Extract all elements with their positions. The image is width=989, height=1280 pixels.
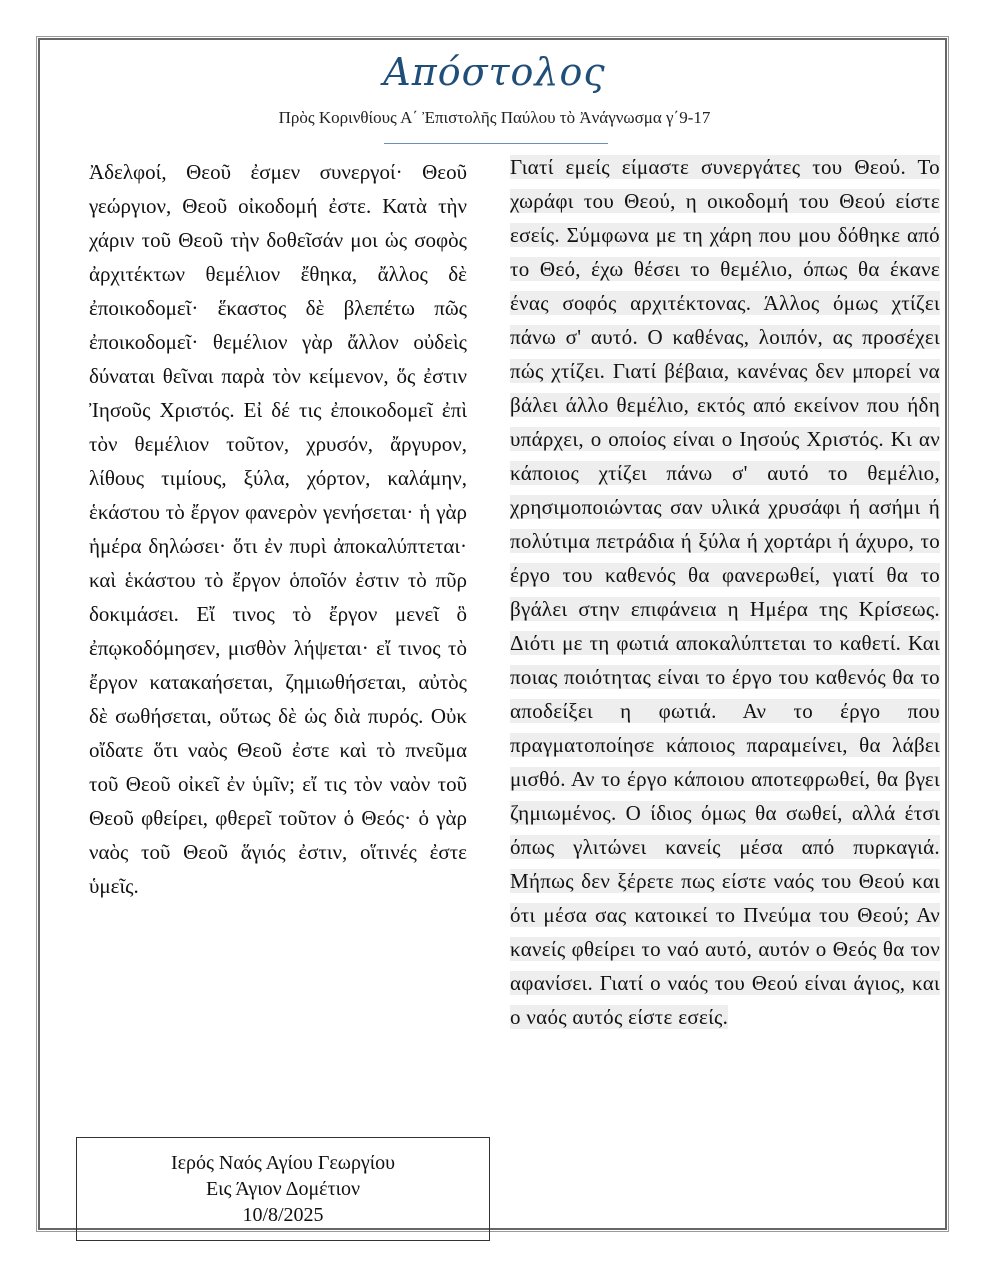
page-title: Απόστολος bbox=[383, 50, 606, 94]
footer-church: Ιερός Ναός Αγίου Γεωργίου bbox=[170, 1152, 396, 1174]
title-divider bbox=[384, 143, 608, 144]
modern-text: Γιατί εμείς είμαστε συνεργάτες του Θεού. Το χωράφι του Θεού, η οικοδομή του Θεού είστε εσείς. Σύμφωνα με τη χάρη που μου δόθηκε από το Θεό, έχω θέσει το θεμέλιο, όπως θα έκανε ένας σοφός αρχιτέκτονας. Άλλος όμως χτίζει πάνω σ' αυτό. Ο καθένας, λοιπόν, ας προσέχει πώς χτίζει. Γιατί βέβαια, κανένας δεν μπορεί να βάλει άλλο θεμέλιο, εκτός από εκείνον που ήδη υπάρχει, ο οποίος είναι ο Ιησούς Χριστός. Κι αν κάποιος χτίζει πάνω σ' αυτό το θεμέλιο, χρησιμοποιώντας σαν υλικά χρυσάφι ή ασήμι ή πολύτιμα πετράδια ή ξύλα ή χορτάρι ή άχυρο, το έργο του καθενός θα φανερωθεί, γιατί θα το βγάλει στην επιφάνεια η Ημέρα της Κρίσεως. Διότι με τη φωτιά αποκαλύπτεται το καθετί. Και ποιας ποιότητας είναι το έργο του καθενός θα το αποδείξει η φωτιά. Αν το έργο που πραγματοποίησε κάποιος παραμείνει, θα λάβει μισθό. Αν το έργο κάποιου αποτεφρωθεί, θα βγει ζημιωμένος. Ο ίδιος όμως θα σωθεί, αλλά έτσι όπως γλιτώνει κανείς μέσα από πυρκαγιά. Μήπως δεν ξέρετε πως είστε ναός του Θεού και ότι μέσα σας κατοικεί το Πνεύμα του Θεού; Αν κανείς φθείρει το ναό αυτό, αυτόν ο Θεός θα τον αφανίσει. Γιατί ο ναός του Θεού είναι άγιος, και ο ναός αυτός είστε εσείς. bbox=[510, 155, 940, 1029]
footer-date: 10/8/2025 bbox=[242, 1204, 324, 1226]
footer-box bbox=[76, 1137, 490, 1241]
ancient-text-column bbox=[89, 155, 467, 903]
modern-text-column bbox=[510, 150, 940, 1034]
page-subtitle: Πρὸς Κορινθίους Α΄ Ἐπιστολῆς Παύλου τὸ Ἀνάγνωσμα γ΄9-17 bbox=[278, 108, 711, 127]
footer-location: Εις Άγιον Δομέτιον bbox=[205, 1178, 361, 1200]
ancient-text: Ἀδελφοί, Θεοῦ ἐσμεν συνεργοί· Θεοῦ γεώργιον, Θεοῦ οἰκοδομή ἐστε. Κατὰ τὴν χάριν τοῦ Θεοῦ τὴν δοθεῖσάν μοι ὡς σοφὸς ἀρχιτέκτων θεμέλιον ἔθηκα, ἄλλος δὲ ἐποικοδομεῖ· ἕκαστος δὲ βλεπέτω πῶς ἐποικοδομεῖ· θεμέλιον γὰρ ἄλλον οὐδεὶς δύναται θεῖναι παρὰ τὸν κείμενον, ὅς ἐστιν Ἰησοῦς Χριστός. Εἰ δέ τις ἐποικοδομεῖ ἐπὶ τὸν θεμέλιον τοῦτον, χρυσόν, ἄργυρον, λίθους τιμίους, ξύλα, χόρτον, καλάμην, ἑκάστου τὸ ἔργον φανερὸν γενήσεται· ἡ γὰρ ἡμέρα δηλώσει· ὅτι ἐν πυρὶ ἀποκαλύπτεται· καὶ ἑκάστου τὸ ἔργον ὁποῖόν ἐστιν τὸ πῦρ δοκιμάσει. Εἴ τινος τὸ ἔργον μενεῖ ὃ ἐπῳκοδόμησεν, μισθὸν λήψεται· εἴ τινος τὸ ἔργον κατακαήσεται, ζημιωθήσεται, αὐτὸς δὲ σωθήσεται, οὕτως δὲ ὡς διὰ πυρός. Οὐκ οἴδατε ὅτι ναὸς Θεοῦ ἐστε καὶ τὸ πνεῦμα τοῦ Θεοῦ οἰκεῖ ἐν ὑμῖν; εἴ τις τὸν ναὸν τοῦ Θεοῦ φθείρει, φθερεῖ τοῦτον ὁ Θεός· ὁ γὰρ ναὸς τοῦ Θεοῦ ἅγιός ἐστιν, οἵτινές ἐστε ὑμεῖς. bbox=[89, 160, 467, 898]
